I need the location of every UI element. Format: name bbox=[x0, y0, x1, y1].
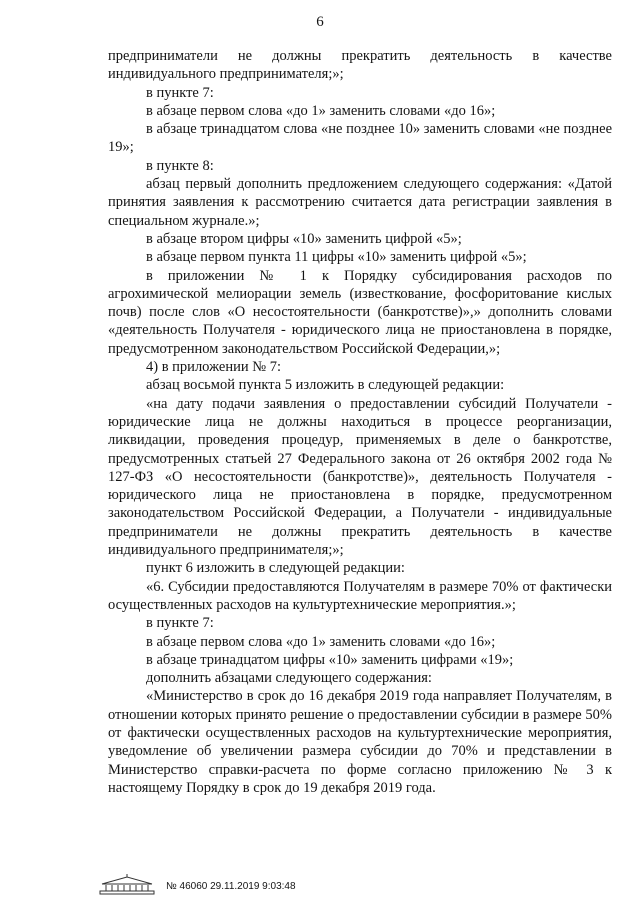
paragraph: в пункте 7: bbox=[146, 84, 214, 101]
paragraph: «6. Субсидии предоставляются Получателям в размере 70% от фактически осуществленных расходов на культуртехнические мероприятия.»; bbox=[108, 578, 612, 613]
paragraph: в пункте 7: bbox=[146, 615, 214, 632]
paragraph: 4) в приложении № 7: bbox=[146, 359, 281, 376]
paragraph: в приложении № 1 к Порядку субсидирования расходов по агрохимической мелиорации земель (известкование, фосфоритование кислых почв) после слов «О несостоятельности (банкротстве)»,» дополнить словами «деятельность Получателя - юридического лица не приостановлена в порядке, предусмотренном законодательством Российской Федерации,»; bbox=[108, 267, 612, 357]
government-building-stamp-icon bbox=[98, 874, 156, 896]
paragraph: в абзаце первом пункта 11 цифры «10» заменить цифрой «5»; bbox=[146, 249, 527, 266]
paragraph: в пункте 8: bbox=[146, 157, 214, 174]
page-number: 6 bbox=[316, 14, 324, 30]
paragraph: «Министерство в срок до 16 декабря 2019 года направляет Получателям, в отношении которых принято решение о предоставлении субсидии в размере 50% от фактически осуществленных расходов на культуртехнические мероприятия, уведомление об увеличении размера субсидии до 70% и представлении в Министерство справки-расчета по форме согласно приложению № 3 к настоящему Порядку в срок до 19 декабря 2019 года. bbox=[108, 688, 612, 796]
paragraph: предприниматели не должны прекратить деятельность в качестве индивидуального предпринимателя;»; bbox=[108, 48, 612, 83]
paragraph: в абзаце первом слова «до 1» заменить словами «до 16»; bbox=[146, 102, 496, 119]
paragraph: в абзаце тринадцатом цифры «10» заменить цифрами «19»; bbox=[146, 651, 514, 668]
paragraph: пункт 6 изложить в следующей редакции: bbox=[146, 560, 405, 577]
paragraph: в абзаце первом слова «до 1» заменить словами «до 16»; bbox=[146, 633, 496, 650]
paragraph: «на дату подачи заявления о предоставлении субсидий Получатели - юридические лица не должны находиться в процессе реорганизации, ликвидации, проведения процедур, применяемых в деле о банкротстве, предусмотренных статьей 27 Федерального закона от 26 октября 2002 года № 127-ФЗ «О несостоятельности (банкротстве)», деятельность Получателя - юридического лица не приостановлена в порядке, предусмотренном законодательством Российской Федерации, а Получатели - индивидуальные предприниматели не должны прекратить деятельность в качестве индивидуального предпринимателя;»; bbox=[108, 395, 612, 559]
paragraph: в абзаце тринадцатом слова «не позднее 10» заменить словами «не позднее 19»; bbox=[108, 121, 612, 156]
paragraph: абзац первый дополнить предложением следующего содержания: «Датой принятия заявления к рассмотрению считается дата регистрации заявления в специальном журнале.»; bbox=[108, 176, 612, 229]
registration-stamp: № 46060 29.11.2019 9:03:48 bbox=[166, 881, 296, 892]
footer bbox=[98, 870, 296, 896]
paragraph: дополнить абзацами следующего содержания: bbox=[146, 670, 432, 687]
document-body bbox=[108, 47, 612, 797]
paragraph: в абзаце втором цифры «10» заменить цифрой «5»; bbox=[146, 230, 462, 247]
paragraph: абзац восьмой пункта 5 изложить в следующей редакции: bbox=[146, 377, 505, 394]
